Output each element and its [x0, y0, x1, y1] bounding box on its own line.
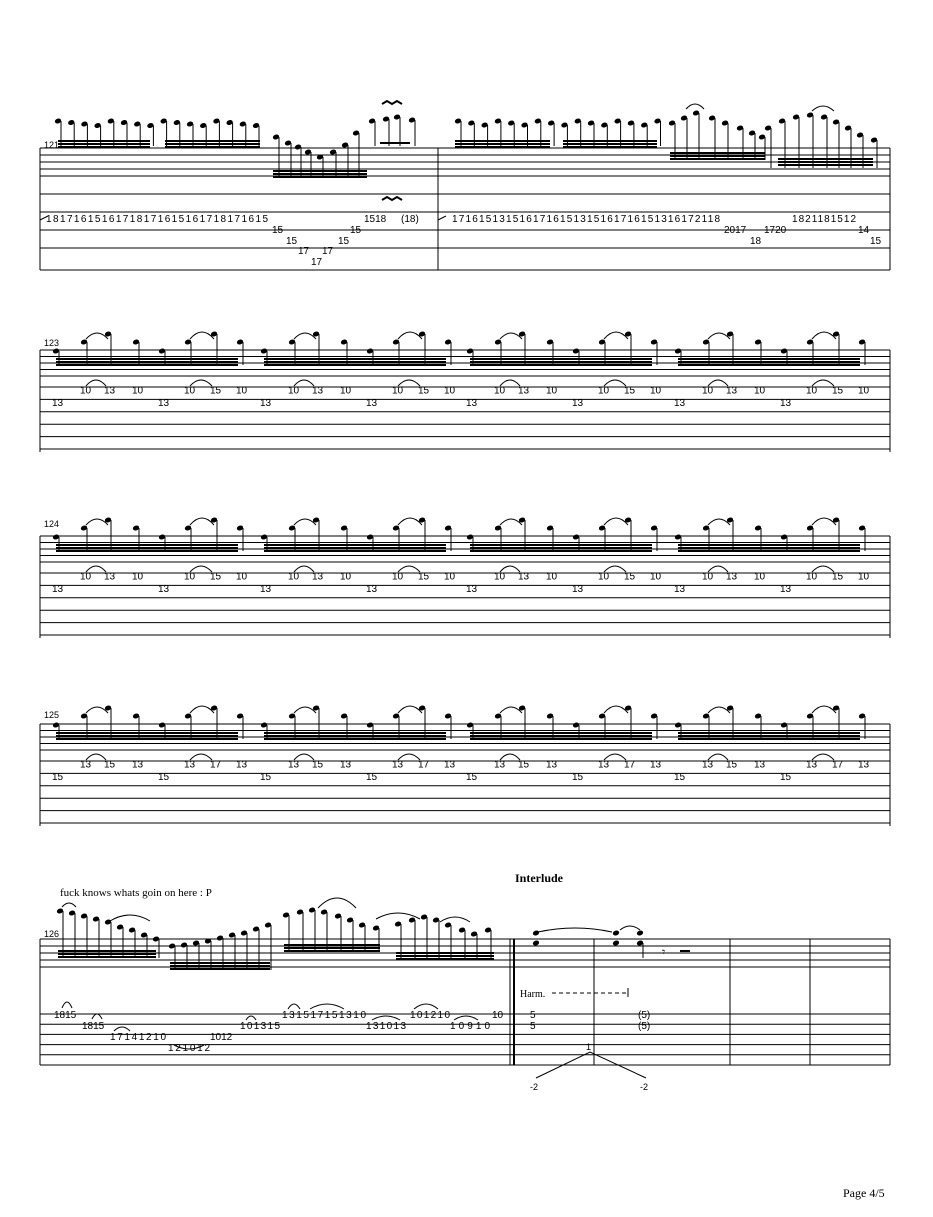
beam	[678, 547, 860, 549]
slur	[812, 332, 836, 339]
beam	[56, 735, 238, 737]
beam	[58, 143, 150, 145]
beam	[165, 146, 260, 148]
tab-fret: 15	[210, 571, 222, 583]
beam	[470, 361, 652, 363]
tab-fret: 1815	[54, 1010, 77, 1021]
beam	[455, 140, 550, 142]
tab-slur	[310, 1004, 344, 1009]
beam	[284, 944, 380, 946]
beam	[670, 158, 765, 160]
tab-fret: 13	[674, 583, 686, 595]
tab-fret: 10	[80, 571, 92, 583]
tab-fret: 10	[754, 571, 766, 583]
measure-number: 125	[44, 710, 60, 720]
tab-fret: (5)	[638, 1021, 651, 1032]
note-head	[532, 930, 540, 937]
tab-fret: 17	[311, 257, 323, 268]
tab-fret: 15	[624, 385, 636, 397]
tab-fret: 13	[104, 385, 116, 397]
tab-fret: 15	[210, 385, 222, 397]
tab-fret: 13	[80, 759, 92, 771]
beam	[56, 361, 238, 363]
tab-fret: 13	[518, 385, 530, 397]
tab-fret: (5)	[638, 1010, 651, 1021]
beam	[56, 358, 238, 360]
tab-fret: 17	[322, 246, 334, 257]
tab-fret: 10	[340, 385, 352, 397]
beam	[470, 358, 652, 360]
tab-fret: 10	[650, 385, 662, 397]
tab-fret: 5	[530, 1010, 536, 1021]
tab-fret-run: 17141210	[110, 1032, 166, 1043]
beam	[170, 965, 270, 967]
tab-fret: 10	[184, 571, 196, 583]
tab-fret: 10	[702, 571, 714, 583]
beam	[778, 161, 873, 163]
tab-fret: 10	[80, 385, 92, 397]
tab-fret: 10	[494, 571, 506, 583]
half-rest	[680, 950, 690, 952]
tab-fret: 13	[184, 759, 196, 771]
tab-fret: 17	[298, 246, 310, 257]
beam	[273, 173, 367, 175]
tab-fret: 13	[546, 759, 558, 771]
beam	[264, 544, 446, 546]
slur	[86, 519, 108, 525]
tab-fret: 15	[366, 771, 378, 783]
beam	[264, 361, 446, 363]
tab-fret: 13	[158, 397, 170, 409]
tab-slur	[92, 1014, 102, 1019]
tab-fret: 10	[444, 385, 456, 397]
beam	[56, 738, 238, 740]
tab-fret: 13	[572, 583, 584, 595]
slur	[812, 706, 836, 713]
slur	[86, 333, 108, 339]
tab-fret: 10	[288, 571, 300, 583]
slur	[708, 333, 730, 339]
tab-fret: 1815	[82, 1021, 105, 1032]
harmonic-label: Harm.	[520, 989, 546, 1000]
slur	[398, 518, 422, 525]
measure-number: 123	[44, 338, 60, 348]
beam	[264, 358, 446, 360]
tab-fret: 13	[366, 583, 378, 595]
tab-fret: 10	[492, 1010, 504, 1021]
tab-fret-run: 131013	[366, 1021, 406, 1032]
beam	[778, 158, 873, 160]
tab-fret: (18)	[401, 214, 419, 225]
tab-fret: 15	[726, 759, 738, 771]
slur	[708, 519, 730, 525]
note-head	[612, 930, 620, 937]
tab-fret: 13	[132, 759, 144, 771]
beam	[396, 958, 494, 960]
bend-slur	[812, 106, 834, 111]
tab-fret: 10	[392, 571, 404, 583]
beam	[170, 968, 270, 970]
slur	[812, 518, 836, 525]
beam	[670, 152, 765, 154]
tab-fret: 10	[236, 571, 248, 583]
tab-fret: 17	[210, 759, 222, 771]
beam	[396, 952, 494, 954]
beam	[678, 358, 860, 360]
tab-fret: 10	[650, 571, 662, 583]
measure-number: 124	[44, 519, 60, 529]
tab-fret-run: 1716151315161716151315161716151316172118	[452, 214, 720, 225]
tab-fret: 13	[806, 759, 818, 771]
tab-fret: 15	[350, 225, 362, 236]
tab-fret: 13	[288, 759, 300, 771]
tab-fret: 10	[546, 385, 558, 397]
slide-mark	[438, 216, 446, 220]
eighth-rest: 𝄾	[662, 945, 666, 959]
beam	[678, 738, 860, 740]
beam	[470, 547, 652, 549]
slur	[190, 706, 214, 713]
tab-fret: 13	[518, 571, 530, 583]
slur	[190, 332, 214, 339]
tab-fret: 10	[858, 385, 870, 397]
slur	[604, 332, 628, 339]
beam	[58, 140, 150, 142]
tab-fret: 13	[312, 571, 324, 583]
tab-slur	[414, 1004, 438, 1009]
tab-fret: 13	[340, 759, 352, 771]
tab-fret: 13	[158, 583, 170, 595]
tab-slur	[62, 1002, 72, 1008]
beam	[56, 550, 238, 552]
tab-fret: 15	[870, 236, 882, 247]
tab-fret-run: 101315	[240, 1021, 280, 1032]
beam	[58, 146, 150, 148]
tab-fret: 10	[340, 571, 352, 583]
slur	[538, 928, 612, 932]
beam	[678, 544, 860, 546]
slur	[62, 903, 76, 907]
beam	[165, 140, 260, 142]
beam	[58, 956, 156, 958]
beam	[264, 732, 446, 734]
beam	[563, 140, 657, 142]
beam	[470, 738, 652, 740]
tab-fret: 1012	[210, 1032, 233, 1043]
slur	[440, 917, 470, 922]
tab-slur	[114, 1027, 130, 1031]
notation-text	[40, 140, 882, 1092]
tab-fret-run: 121012	[168, 1043, 210, 1054]
beam	[284, 947, 380, 949]
note-head	[612, 940, 620, 947]
whammy-value: -2	[640, 1082, 649, 1092]
beam	[58, 950, 156, 952]
tab-slur	[372, 1016, 400, 1020]
tab-fret: 13	[494, 759, 506, 771]
beam	[670, 155, 765, 157]
tab-fret: 13	[366, 397, 378, 409]
beam	[56, 364, 238, 366]
tab-fret: 10	[598, 385, 610, 397]
tab-fret: 13	[104, 571, 116, 583]
measure-number: 121	[44, 140, 60, 150]
tab-fret: 15	[518, 759, 530, 771]
beam	[678, 735, 860, 737]
beam	[264, 550, 446, 552]
tab-fret: 15	[260, 771, 272, 783]
tab-fret: 15	[158, 771, 170, 783]
staff-lines	[40, 148, 890, 1065]
beam	[58, 953, 156, 955]
beam	[455, 143, 550, 145]
tab-fret: 13	[858, 759, 870, 771]
beam	[563, 143, 657, 145]
tab-fret: 13	[572, 397, 584, 409]
whammy-value: 1	[586, 1042, 592, 1052]
beam	[678, 361, 860, 363]
beam	[470, 732, 652, 734]
tab-fret: 15	[832, 571, 844, 583]
beam	[455, 146, 550, 148]
beam	[170, 962, 270, 964]
tab-fret: 15	[312, 759, 324, 771]
annotation-text: fuck knows whats goin on here : P	[60, 887, 212, 899]
slur	[294, 333, 316, 339]
bend-slur	[686, 104, 704, 109]
tab-fret: 13	[52, 397, 64, 409]
tab-fret: 17	[832, 759, 844, 771]
slur	[398, 332, 422, 339]
vibrato-mark	[382, 197, 402, 200]
tab-fret: 13	[260, 583, 272, 595]
tab-fret: 1518	[364, 214, 387, 225]
slur	[86, 707, 108, 713]
slur	[500, 519, 522, 525]
tab-fret: 10	[132, 571, 144, 583]
note-head	[636, 930, 644, 937]
tab-fret: 15	[286, 236, 298, 247]
tab-fret-run: 131517151310	[282, 1010, 366, 1021]
tab-fret-run: 1821181512	[792, 214, 856, 225]
slur	[604, 706, 628, 713]
beam	[470, 735, 652, 737]
tab-fret: 13	[466, 583, 478, 595]
beam	[678, 364, 860, 366]
tab-fret: 1720	[764, 225, 787, 236]
beam	[678, 550, 860, 552]
beam	[470, 550, 652, 552]
tab-fret: 13	[466, 397, 478, 409]
tab-fret: 18	[750, 236, 762, 247]
tab-fret: 2017	[724, 225, 747, 236]
tab-fret: 10	[806, 385, 818, 397]
tab-fret: 10	[598, 571, 610, 583]
tab-fret-run: 101210	[410, 1010, 450, 1021]
slur	[318, 898, 356, 908]
section-title: Interlude	[515, 871, 563, 885]
tab-fret: 15	[104, 759, 116, 771]
slur	[190, 518, 214, 525]
tab-fret: 15	[572, 771, 584, 783]
tab-fret: 13	[674, 397, 686, 409]
beam	[396, 955, 494, 957]
beam	[264, 547, 446, 549]
beam	[264, 735, 446, 737]
tab-fret: 13	[260, 397, 272, 409]
slur	[500, 333, 522, 339]
tab-fret: 13	[754, 759, 766, 771]
beam	[264, 738, 446, 740]
beam	[56, 547, 238, 549]
beam	[563, 146, 657, 148]
tab-fret: 13	[650, 759, 662, 771]
tab-fret-run: 18171615161718171615161718171615	[46, 214, 268, 225]
beam	[284, 950, 380, 952]
tab-fret: 13	[702, 759, 714, 771]
beam	[165, 143, 260, 145]
beam	[56, 544, 238, 546]
tab-fret: 17	[418, 759, 430, 771]
slur	[294, 707, 316, 713]
whammy-value: -2	[530, 1082, 539, 1092]
beam	[778, 164, 873, 166]
beam	[470, 544, 652, 546]
tab-fret: 10	[494, 385, 506, 397]
tab-slur	[246, 1016, 256, 1020]
tab-fret: 5	[530, 1021, 536, 1032]
beam	[470, 364, 652, 366]
tab-fret: 13	[392, 759, 404, 771]
tab-fret: 13	[726, 385, 738, 397]
beam	[273, 176, 367, 178]
tab-fret: 13	[236, 759, 248, 771]
tab-slur	[288, 1004, 300, 1009]
tab-fret: 15	[418, 385, 430, 397]
tab-fret: 10	[132, 385, 144, 397]
slur	[708, 707, 730, 713]
slur	[620, 926, 640, 930]
tab-fret: 10	[702, 385, 714, 397]
tab-fret-run: 10910	[450, 1021, 490, 1032]
tab-fret: 15	[624, 571, 636, 583]
slur	[294, 519, 316, 525]
tab-fret: 15	[674, 771, 686, 783]
tab-fret: 13	[726, 571, 738, 583]
tab-fret: 17	[624, 759, 636, 771]
beam	[678, 732, 860, 734]
beam	[273, 170, 367, 172]
slur	[500, 707, 522, 713]
tab-fret: 10	[392, 385, 404, 397]
tab-fret: 10	[858, 571, 870, 583]
tab-fret: 15	[338, 236, 350, 247]
beam	[56, 732, 238, 734]
tab-fret: 15	[272, 225, 284, 236]
tab-fret: 15	[780, 771, 792, 783]
tab-fret: 15	[52, 771, 64, 783]
tab-fret: 10	[754, 385, 766, 397]
tab-fret: 10	[546, 571, 558, 583]
tab-fret: 13	[598, 759, 610, 771]
tab-fret: 10	[236, 385, 248, 397]
tab-fret: 13	[780, 397, 792, 409]
slur	[604, 518, 628, 525]
tab-fret: 15	[466, 771, 478, 783]
tab-fret: 13	[780, 583, 792, 595]
note-head	[532, 940, 540, 947]
tab-fret: 10	[288, 385, 300, 397]
tab-fret: 15	[418, 571, 430, 583]
tab-fret: 10	[184, 385, 196, 397]
tab-fret: 10	[806, 571, 818, 583]
tab-fret: 15	[832, 385, 844, 397]
page-number: Page 4/5	[843, 1186, 885, 1200]
beam	[264, 364, 446, 366]
tab-fret: 13	[312, 385, 324, 397]
measure-number: 126	[44, 929, 60, 939]
tab-fret: 14	[858, 225, 870, 236]
tab-fret: 13	[444, 759, 456, 771]
slur	[110, 915, 150, 921]
tab-fret: 13	[52, 583, 64, 595]
vibrato-mark	[382, 101, 402, 104]
tab-slur	[454, 1016, 478, 1020]
tab-fret: 10	[444, 571, 456, 583]
slur	[398, 706, 422, 713]
